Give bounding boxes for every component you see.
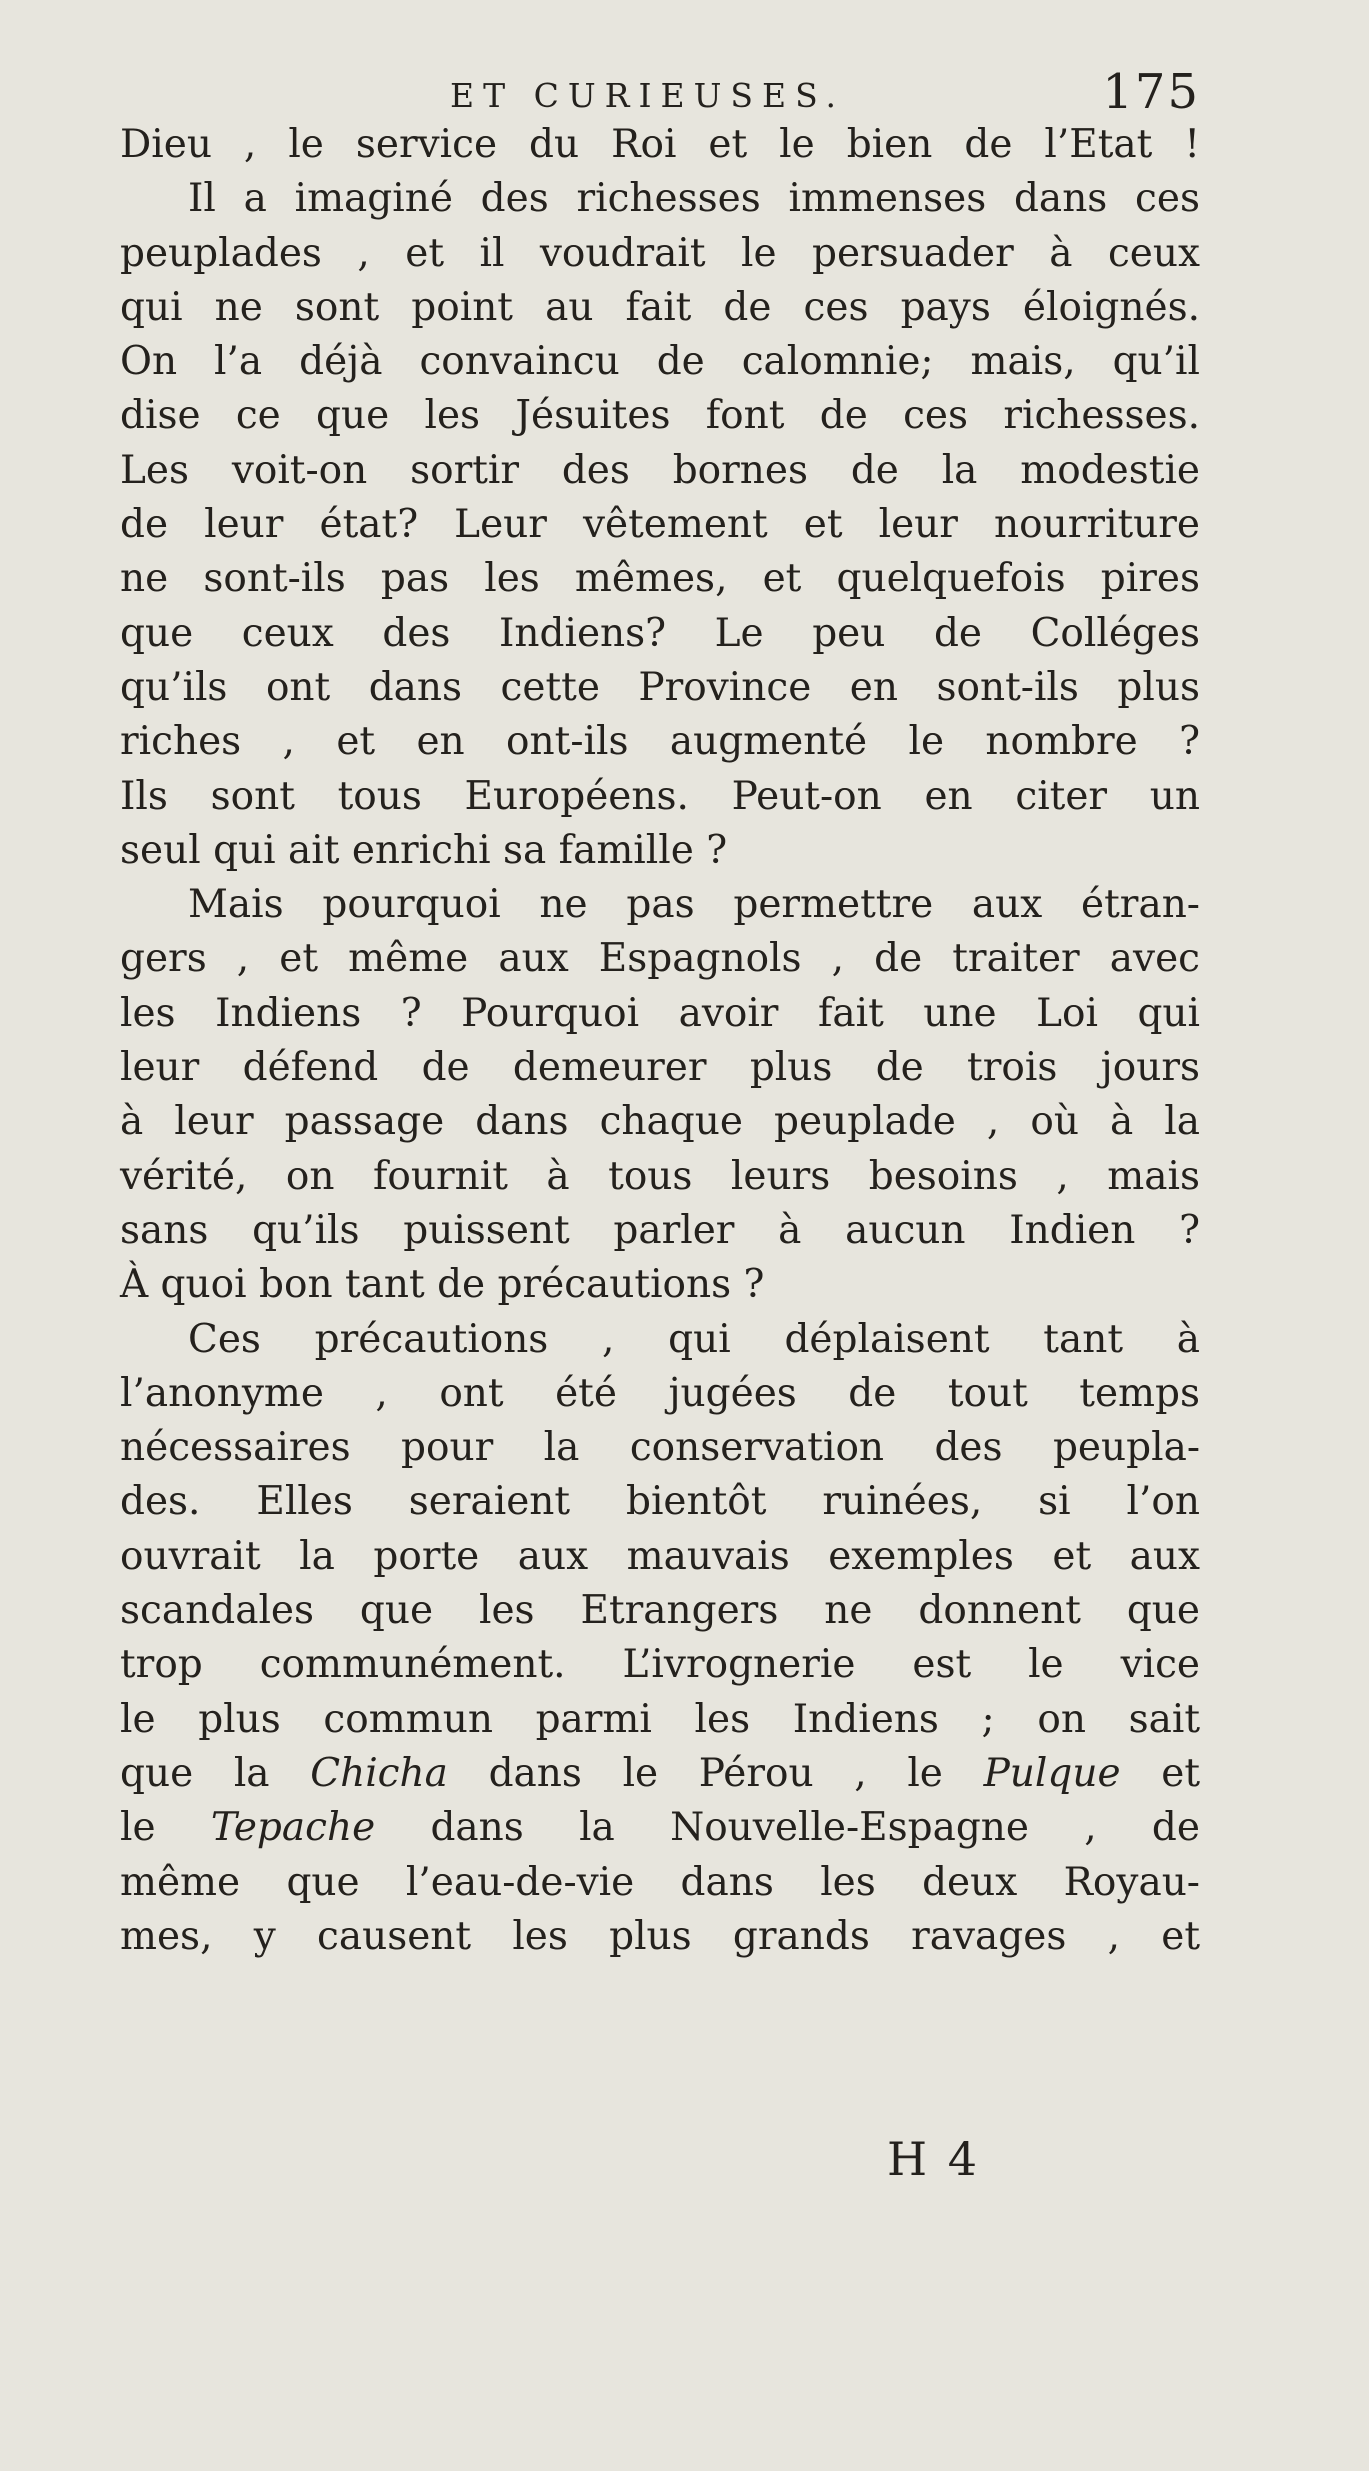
text-line: de leur état? Leur vêtement et leur nourriture <box>120 502 1200 548</box>
text-line: ne sont-ils pas les mêmes, et quelquefois pires <box>120 556 1200 602</box>
text-line: nécessaires pour la conservation des peupla- <box>120 1425 1200 1471</box>
italic-term-pulque: Pulque <box>983 1750 1121 1796</box>
text-line: ouvrait la porte aux mauvais exemples et aux <box>120 1533 1200 1579</box>
text-run: dans le Pérou , le <box>488 1750 943 1796</box>
text-line: l’anonyme , ont été jugées de tout temps <box>120 1370 1200 1416</box>
signature-mark: H 4 <box>887 2132 981 2186</box>
text-line: seul qui ait enrichi sa famille ? <box>120 827 728 873</box>
italic-term-tepache: Tepache <box>210 1805 376 1851</box>
text-line: Ils sont tous Européens. Peut-on en citer un <box>120 773 1200 819</box>
text-line: trop communément. L’ivrognerie est le vice <box>120 1642 1200 1688</box>
text-line: À quoi bon tant de précautions ? <box>120 1262 765 1308</box>
text-run: que la <box>120 1750 270 1796</box>
text-run: et <box>1161 1750 1200 1796</box>
text-line: même que l’eau-de-vie dans les deux Royau- <box>120 1859 1200 1905</box>
text-line: qui ne sont point au fait de ces pays éloignés. <box>120 284 1200 330</box>
text-line: des. Elles seraient bientôt ruinées, si l’on <box>120 1479 1200 1525</box>
text-line: à leur passage dans chaque peuplade , où à la <box>120 1099 1200 1145</box>
text-line-mixed <box>120 1747 1200 1801</box>
text-line: scandales que les Etrangers ne donnent que <box>120 1588 1200 1634</box>
text-line: riches , et en ont-ils augmenté le nombre ? <box>120 719 1200 765</box>
text-line: mes, y causent les plus grands ravages , et <box>120 1913 1200 1959</box>
text-line: le plus commun parmi les Indiens ; on sait <box>120 1696 1200 1742</box>
text-line: On l’a déjà convaincu de calomnie; mais, qu’il <box>120 339 1200 385</box>
text-line: Dieu , le service du Roi et le bien de l’Etat ! <box>120 122 1200 167</box>
text-line: Ces précautions , qui déplaisent tant à <box>188 1316 1200 1362</box>
italic-term-chicha: Chicha <box>310 1750 448 1796</box>
text-line: Les voit-on sortir des bornes de la modestie <box>120 447 1200 493</box>
text-line: Mais pourquoi ne pas permettre aux étran- <box>188 882 1200 928</box>
text-run: dans la Nouvelle-Espagne , de <box>430 1805 1200 1851</box>
text-line: leur défend de demeurer plus de trois jours <box>120 1045 1200 1091</box>
text-line: sans qu’ils puissent parler à aucun Indien ? <box>120 1207 1200 1253</box>
text-run: le <box>120 1805 156 1851</box>
text-line: que ceux des Indiens? Le peu de Colléges <box>120 610 1200 656</box>
running-head: ET CURIEUSES. <box>450 76 846 115</box>
text-line: vérité, on fournit à tous leurs besoins , mais <box>120 1153 1200 1199</box>
page-number: 175 <box>1102 64 1200 120</box>
text-line: dise ce que les Jésuites font de ces richesses. <box>120 393 1200 439</box>
text-line: Il a imaginé des richesses immenses dans ces <box>188 176 1200 222</box>
text-line: les Indiens ? Pourquoi avoir fait une Loi qui <box>120 990 1200 1036</box>
text-line: peuplades , et il voudrait le persuader à ceux <box>120 230 1200 276</box>
text-line-mixed <box>120 1801 1200 1855</box>
body-text <box>120 118 1200 1964</box>
text-line: qu’ils ont dans cette Province en sont-ils plus <box>120 664 1200 710</box>
text-line: gers , et même aux Espagnols , de traiter avec <box>120 936 1200 982</box>
